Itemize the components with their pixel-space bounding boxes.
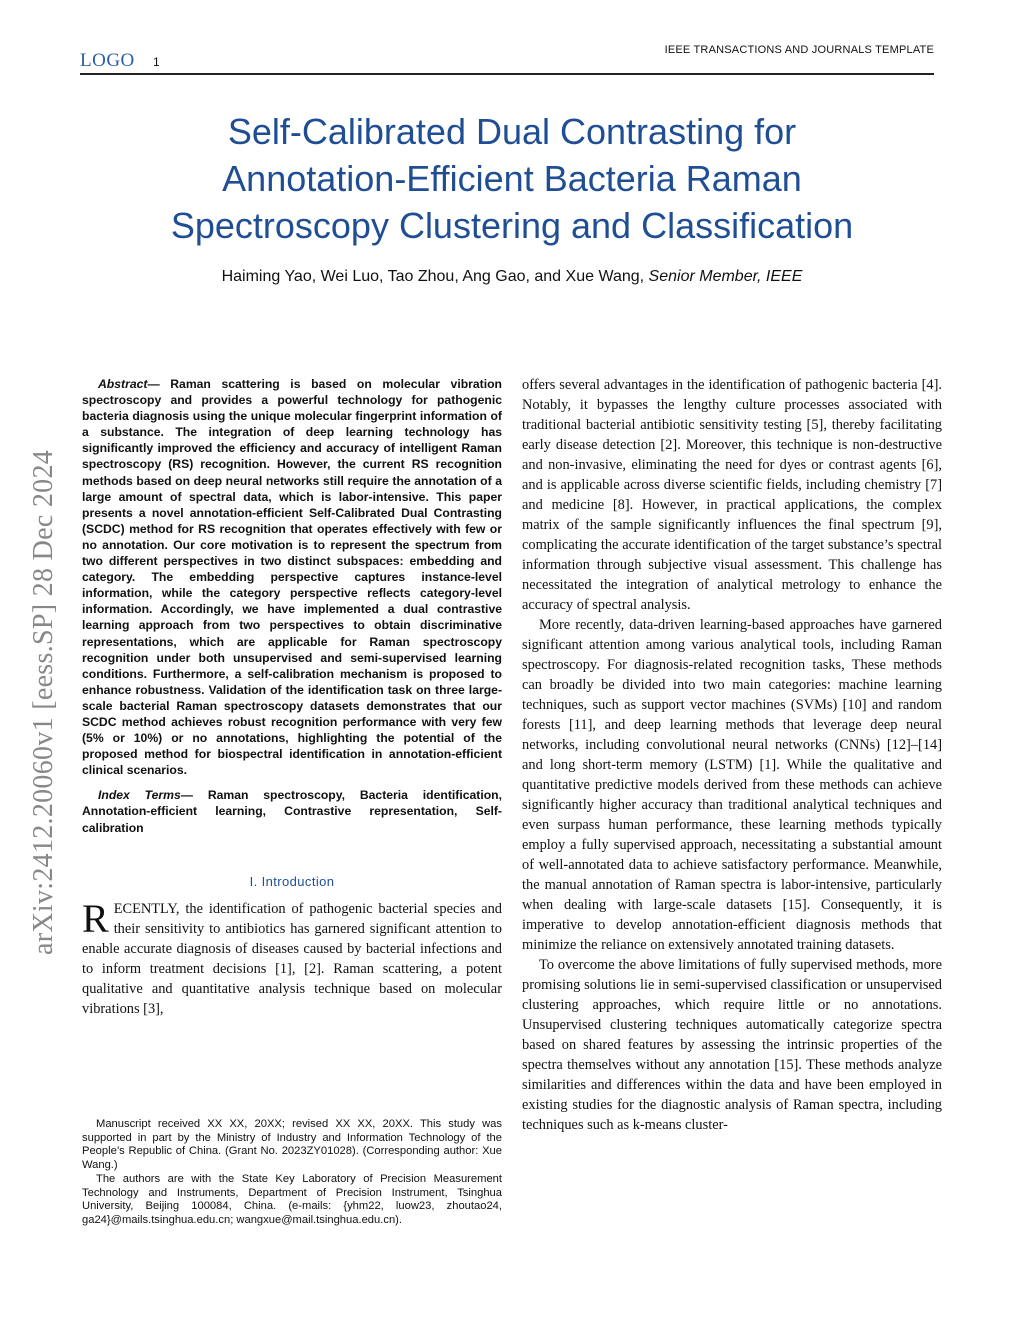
body-paragraph: offers several advantages in the identification of pathogenic bacteria [4]. Notably, it bypasses the lengthy culture processes associated with traditional bacterial antibiotic sensitivity testing [5], thereby facilitating early disease detection [2]. Moreover, this technique is non-destructive and non-invasive, eliminating the need for dyes or contrast agents [6], and is applicable across diverse scientific fields, including chemistry [7] and medicine [8]. However, in practical applications, the complex matrix of the sample significantly influences the final spectrum [9], complicating the accurate identification of the target substance’s spectral information through subjective visual assessment. This challenge has necessitated the integration of analytical metrology to enhance the accuracy of spectral analysis. — [522, 377, 942, 613]
lead-caps: ECENTLY, — [113, 900, 180, 917]
body-paragraph: More recently, data-driven learning-based approaches have garnered significant attention among various analytical tools, including Raman spectroscopy. For diagnosis-related recognition tasks, These methods can broadly be divided into two main categories: machine learning techniques, such as support vector machines (SVMs) [10] and random forests [11], and deep learning methods that leverage deep neural networks, including convolutional neural networks (CNNs) [12]–[14] and long short-term memory (LSTM) [1]. While the qualitative and quantitative predictive models derived from these methods can achieve significantly higher accuracy than traditional analytical techniques and even surpass human performance, these learning methods typically employ a fully supervised approach, necessitating a substantial amount of well-annotated data to achieve satisfactory performance. Meanwhile, the manual annotation of Raman spectra is labor-intensive, particularly when dealing with large-scale datasets [15]. Consequently, it is imperative to develop annotation-efficient diagnosis methods that minimize the reliance on extensively annotated training datasets. — [522, 617, 942, 953]
title-line: Annotation-Efficient Bacteria Raman — [222, 158, 802, 199]
abstract-label: Abstract — [98, 377, 148, 391]
index-terms — [82, 787, 502, 835]
paper-title — [80, 108, 944, 249]
section-heading-introduction: I. Introduction — [249, 873, 335, 889]
index-terms-text: — Raman spectroscopy, Bacteria identification, Annotation-efficient learning, Contrastive representation, Self-calibration — [82, 788, 502, 835]
footnote-affiliation-text: The authors are with the State Key Laboratory of Precision Measurement Technology and Instruments, Department of Precision Instrument, Tsinghua University, Beijing 100084, China. (e-mails: {yhm22, luow23, zhoutao24, ga24}@mails.tsinghua.edu.cn; wangxue@mail.tsinghua.edu.cn). — [82, 1172, 502, 1226]
header-rule — [80, 73, 934, 75]
drop-cap: R — [82, 895, 109, 941]
abstract-text: — Raman scattering is based on molecular vibration spectroscopy and provides a powerful technology for pathogenic bacteria diagnosis using the unique molecular fingerprint information of a substance. The integration of deep learning technology has significantly improved the efficiency and accuracy of intelligent Raman spectroscopy (RS) recognition. However, the current RS recognition methods based on deep neural networks still require the annotation of a large amount of spectral data, which is labor-intensive. This paper presents a novel annotation-efficient Self-Calibrated Dual Contrasting (SCDC) method for RS recognition that operates effectively with few or no annotation. Our core motivation is to represent the spectrum from two different perspectives in two distinct subspaces: embedding and category. The embedding perspective captures instance-level information, while the category perspective reflects category-level information. Accordingly, we have implemented a dual contrastive learning approach from two perspectives to obtain discriminative representations, which are applicable for Raman spectroscopy recognition under both unsupervised and semi-supervised learning conditions. Furthermore, a self-calibration mechanism is proposed to enhance robustness. Validation of the identification task on three large-scale bacterial Raman spectroscopy datasets demonstrates that our SCDC method achieves robust recognition performance with very few (5% or 10%) or no annotations, highlighting the potential of the proposed method for biospectral identification in annotation-efficient clinical scenarios. — [82, 377, 502, 778]
author-line — [80, 268, 944, 286]
author-role: Senior Member, IEEE — [648, 268, 803, 285]
page-number: 1 — [153, 55, 160, 69]
index-terms-label: Index Terms — [98, 788, 181, 803]
footnote — [82, 1118, 502, 1228]
title-block — [80, 108, 944, 249]
arxiv-stamp: arXiv:2412.20060v1 [eess.SP] 28 Dec 2024 — [28, 449, 59, 955]
author-names: Haiming Yao, Wei Luo, Tao Zhou, Ang Gao, and Xue Wang, — [221, 268, 645, 285]
introduction-text: the identification of pathogenic bacterial species and their sensitivity to antibiotics has garnered significant attention to enable accurate diagnosis of diseases caused by bacterial infections and to inform treatment decisions [1], [2]. Raman scattering, a potent qualitative and quantitative analysis technique based on molecular vibrations [3], — [82, 900, 502, 1017]
left-column — [82, 376, 502, 1019]
footnote-manuscript — [82, 1118, 502, 1173]
body-paragraph: To overcome the above limitations of fully supervised methods, more promising solutions lie in semi-supervised classification or unsupervised clustering approaches, which require little or no annotations. Unsupervised clustering techniques automatically categorize spectra based on shared features by assessing the intrinsic properties of the spectra themselves without any annotation [15]. These methods analyze similarities and differences within the data and have been employed in existing studies for the diagnostic analysis of Raman spectra, including techniques such as k-means cluster- — [522, 957, 942, 1133]
introduction-paragraph — [82, 895, 502, 1019]
title-line: Self-Calibrated Dual Contrasting for — [227, 111, 797, 152]
footnote-affiliation — [82, 1173, 502, 1228]
right-column — [522, 375, 942, 1135]
footnote-manuscript-text: Manuscript received XX XX, 20XX; revised XX XX, 20XX. This study was supported in part by the Ministry of Industry and Information Technology of the People’s Republic of China. (Grant No. 2023ZY01028). (Corresponding author: Xue Wang.) — [82, 1118, 502, 1172]
running-head: IEEE TRANSACTIONS AND JOURNALS TEMPLATE — [664, 44, 934, 56]
abstract — [82, 376, 502, 778]
title-line: Spectroscopy Clustering and Classification — [170, 205, 854, 246]
journal-logo: LOGO — [80, 50, 135, 71]
